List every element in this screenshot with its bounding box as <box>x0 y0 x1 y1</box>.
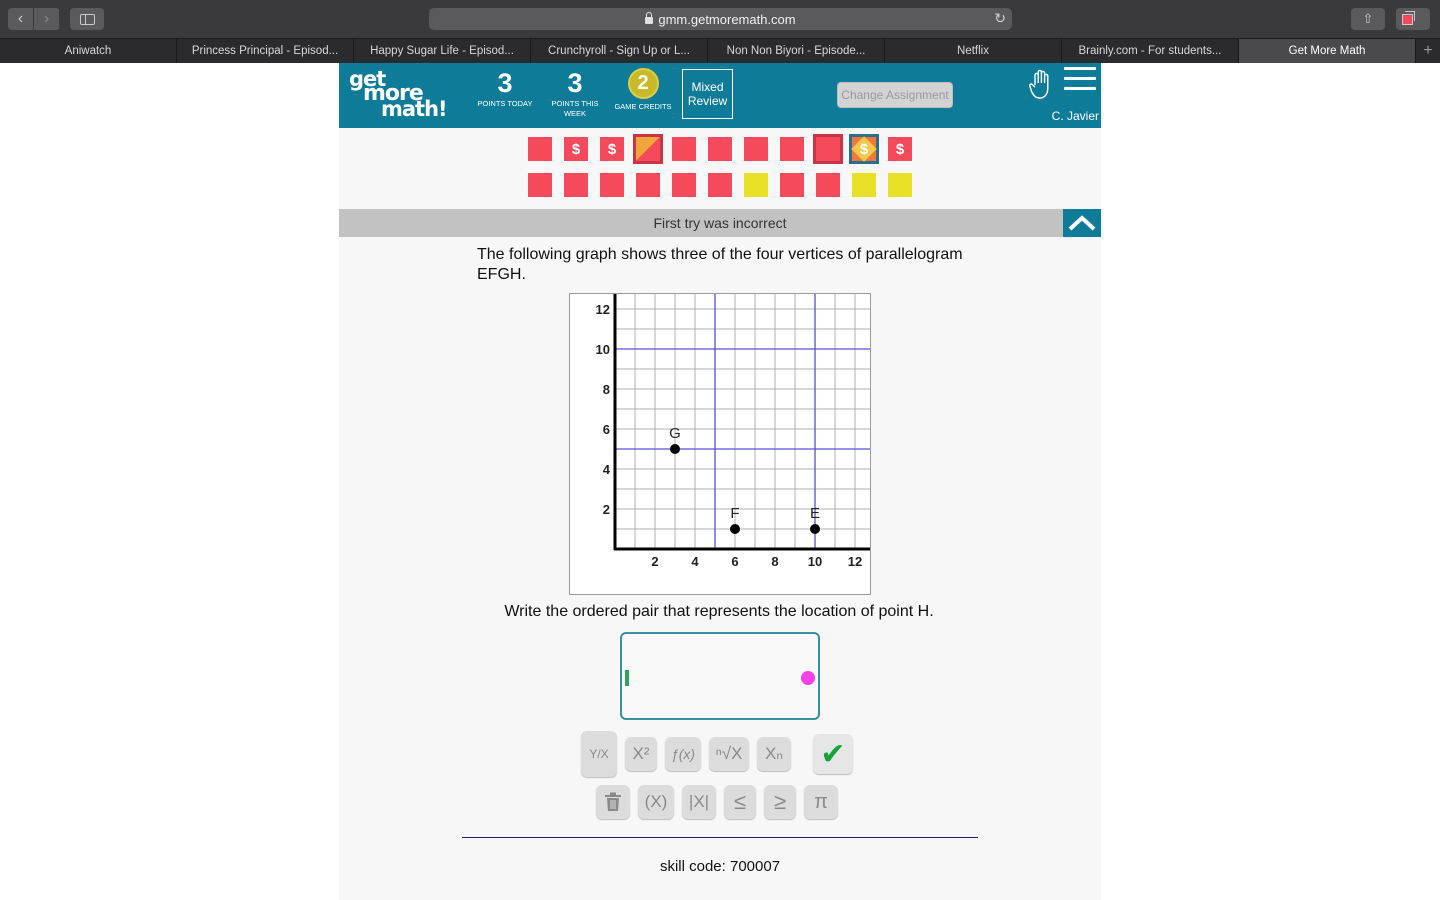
reload-icon[interactable]: ↻ <box>994 10 1006 26</box>
points-week-caption: POINTS THIS WEEK <box>551 99 599 118</box>
parentheses-key[interactable]: (X) <box>638 785 674 819</box>
logo-line-1: get <box>349 67 386 91</box>
function-key[interactable]: ƒ(x) <box>665 737 701 771</box>
y-tick-label: 12 <box>595 302 610 317</box>
divider <box>462 837 978 838</box>
progress-square[interactable] <box>816 137 840 161</box>
x-tick-label: 10 <box>807 554 823 569</box>
progress-square[interactable] <box>636 137 660 161</box>
address-bar[interactable] <box>429 8 1012 30</box>
tab-princess-principal[interactable]: Princess Principal - Episod... <box>177 39 354 63</box>
progress-square[interactable] <box>744 137 768 161</box>
x-tick-label: 8 <box>771 554 779 569</box>
point-label-f: F <box>730 505 740 522</box>
collapse-button[interactable] <box>1063 209 1101 237</box>
greater-equal-key[interactable]: ≥ <box>764 785 796 819</box>
trash-key[interactable] <box>596 785 630 819</box>
url-text: gmm.getmoremath.com <box>658 11 796 27</box>
less-equal-key[interactable]: ≤ <box>724 785 756 819</box>
tab-happy-sugar-life[interactable]: Happy Sugar Life - Episod... <box>354 39 531 63</box>
progress-square[interactable] <box>816 173 840 197</box>
graph-svg <box>570 294 870 594</box>
tab-non-non-biyori[interactable]: Non Non Biyori - Episode... <box>708 39 885 63</box>
absolute-value-key[interactable]: |X| <box>682 785 716 819</box>
get-more-math-logo[interactable] <box>349 67 464 123</box>
progress-square[interactable] <box>672 173 696 197</box>
progress-square[interactable] <box>564 137 588 161</box>
progress-square[interactable] <box>780 173 804 197</box>
lock-icon <box>645 17 653 24</box>
game-credits[interactable] <box>613 65 673 112</box>
tab-brainly[interactable]: Brainly.com - For students... <box>1062 39 1239 63</box>
skill-code: skill code: 700007 <box>659 858 781 875</box>
tabs-icon <box>1402 14 1413 25</box>
app-header <box>339 63 1101 128</box>
progress-square[interactable] <box>744 173 768 197</box>
change-assignment-button[interactable]: Change Assignment <box>837 82 953 108</box>
y-tick-label: 4 <box>602 462 610 477</box>
back-button[interactable]: ‹ <box>8 8 34 30</box>
point-e <box>810 524 820 534</box>
sidebar-icon <box>80 14 95 25</box>
x-tick-label: 2 <box>651 554 659 569</box>
pi-key[interactable]: π <box>804 785 838 819</box>
dollar-icon: $ <box>859 140 869 158</box>
exponent-key[interactable]: X² <box>625 737 657 771</box>
progress-square[interactable] <box>852 173 876 197</box>
nav-buttons <box>8 8 60 30</box>
input-indicator-dot <box>801 671 815 685</box>
progress-square[interactable] <box>636 173 660 197</box>
answer-box[interactable] <box>620 632 820 720</box>
progress-square[interactable] <box>888 137 912 161</box>
feedback-text: First try was incorrect <box>653 215 787 231</box>
points-week <box>545 67 605 119</box>
progress-square[interactable] <box>672 137 696 161</box>
points-week-value: 3 <box>567 68 583 98</box>
progress-square[interactable] <box>888 173 912 197</box>
dollar-icon: $ <box>571 140 581 158</box>
points-today <box>475 67 535 109</box>
browser-toolbar <box>0 0 1440 38</box>
root-key[interactable]: ⁿ√X <box>709 737 749 771</box>
logo-line-3: math! <box>381 97 447 121</box>
show-tabs-button[interactable] <box>1396 8 1430 30</box>
progress-square-current[interactable] <box>852 137 876 161</box>
tab-crunchyroll[interactable]: Crunchyroll - Sign Up or L... <box>531 39 708 63</box>
tab-aniwatch[interactable]: Aniwatch <box>0 39 177 63</box>
question-text: The following graph shows three of the four vertices of parallelogram EFGH. <box>477 246 963 283</box>
point-label-g: G <box>669 425 681 442</box>
dollar-icon: $ <box>895 140 905 158</box>
progress-square[interactable] <box>564 173 588 197</box>
answer-prompt: Write the ordered pair that represents the location of point H. <box>504 603 934 620</box>
forward-button[interactable]: › <box>34 8 60 30</box>
coordinate-graph <box>569 293 871 595</box>
fraction-key[interactable] <box>581 731 617 777</box>
trash-icon <box>604 792 622 812</box>
assignment-badge: Mixed Review <box>682 69 733 119</box>
sidebar-toggle-button[interactable] <box>70 8 104 30</box>
progress-square[interactable] <box>528 173 552 197</box>
progress-square[interactable] <box>780 137 804 161</box>
feedback-bar <box>339 209 1101 237</box>
page <box>339 63 1101 900</box>
progress-row-1 <box>528 137 924 161</box>
user-name[interactable]: C. Javier <box>1051 109 1099 123</box>
progress-square[interactable] <box>528 137 552 161</box>
progress-square[interactable] <box>708 137 732 161</box>
dollar-icon: $ <box>607 140 617 158</box>
fraction-key-label: Y/X <box>589 747 609 761</box>
progress-square[interactable] <box>600 137 624 161</box>
hamburger-menu-icon[interactable] <box>1064 67 1096 99</box>
point-label-e: E <box>809 505 821 522</box>
answer-input[interactable] <box>630 658 790 694</box>
new-tab-button[interactable]: + <box>1423 42 1433 59</box>
x-tick-label: 6 <box>731 554 739 569</box>
submit-check-button[interactable]: ✔ <box>813 734 853 774</box>
progress-square[interactable] <box>600 173 624 197</box>
progress-row-2 <box>528 173 924 197</box>
points-today-caption: POINTS TODAY <box>477 99 533 108</box>
progress-square[interactable] <box>708 173 732 197</box>
points-today-value: 3 <box>497 68 513 98</box>
raise-hand-icon[interactable] <box>1029 68 1053 100</box>
chevron-up-icon <box>1067 214 1097 232</box>
logo-line-2: more <box>363 81 423 106</box>
x-tick-label: 4 <box>691 554 699 569</box>
x-tick-label: 12 <box>847 554 863 569</box>
tab-netflix[interactable]: Netflix <box>885 39 1062 63</box>
game-credits-caption: GAME CREDITS <box>614 102 672 111</box>
math-keyboard-row-1 <box>581 731 861 777</box>
share-button[interactable]: ⇧ <box>1351 8 1385 30</box>
math-keyboard-row-2 <box>596 785 846 819</box>
tab-get-more-math[interactable]: Get More Math <box>1239 39 1416 63</box>
tab-bar <box>0 38 1440 63</box>
game-credits-badge: 2 <box>628 68 659 99</box>
input-caret <box>625 670 629 686</box>
subscript-key[interactable]: Xₙ <box>757 737 791 771</box>
y-tick-label: 10 <box>595 342 610 357</box>
y-tick-label: 2 <box>602 502 610 517</box>
y-tick-label: 6 <box>602 422 610 437</box>
y-tick-label: 8 <box>602 382 610 397</box>
point-f <box>730 524 740 534</box>
point-g <box>670 444 680 454</box>
